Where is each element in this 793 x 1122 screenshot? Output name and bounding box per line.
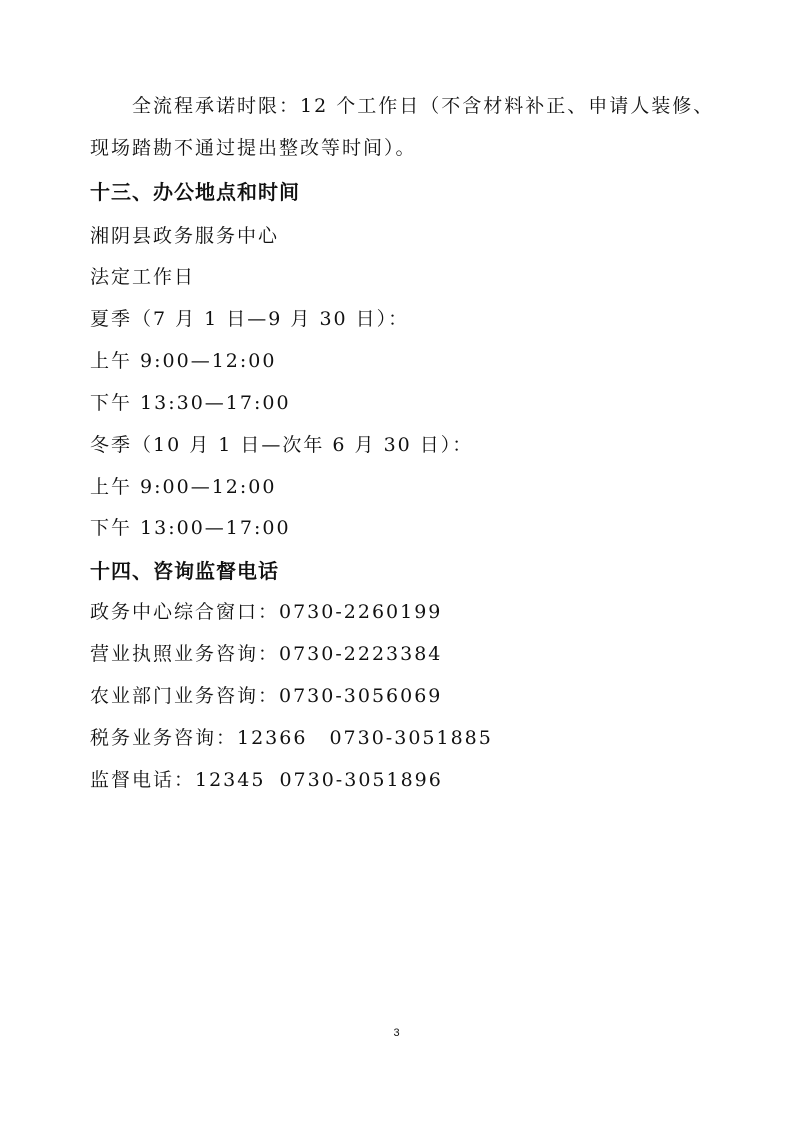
supervision-hotline-phone: 0730-3051896 (279, 769, 443, 791)
tax-hotline-label: 税务业务咨询：12366 (90, 727, 308, 749)
office-workdays: 法定工作日 (90, 266, 196, 288)
tax-hotline-phone: 0730-3051885 (329, 727, 493, 749)
summer-morning-hours: 上午 9:00—12:00 (90, 350, 277, 372)
hotline-service-center: 政务中心综合窗口：0730-2260199 (90, 601, 443, 623)
summer-afternoon-hours: 下午 13:30—17:00 (90, 392, 291, 414)
hotline-business-license: 营业执照业务咨询：0730-2223384 (90, 643, 443, 665)
page-number: 3 (393, 1027, 400, 1039)
winter-afternoon-hours: 下午 13:00—17:00 (90, 517, 291, 539)
summer-season-label: 夏季（7 月 1 日—9 月 30 日）： (90, 308, 410, 330)
hotline-supervision (90, 768, 443, 792)
commitment-text-line-1: 全流程承诺时限：12 个工作日（不含材料补正、申请人装修、 (132, 95, 715, 117)
hotline-agriculture: 农业部门业务咨询：0730-3056069 (90, 685, 443, 707)
hotline-tax (90, 726, 493, 750)
office-location: 湘阴县政务服务中心 (90, 225, 280, 247)
winter-morning-hours: 上午 9:00—12:00 (90, 476, 277, 498)
section-14-heading: 十四、咨询监督电话 (90, 559, 279, 583)
commitment-text-line-2: 现场踏勘不通过提出整改等时间）。 (90, 137, 417, 159)
section-13-heading: 十三、办公地点和时间 (90, 180, 300, 204)
supervision-hotline-label: 监督电话：12345 (90, 769, 266, 791)
winter-season-label: 冬季（10 月 1 日—次年 6 月 30 日）： (90, 434, 474, 456)
